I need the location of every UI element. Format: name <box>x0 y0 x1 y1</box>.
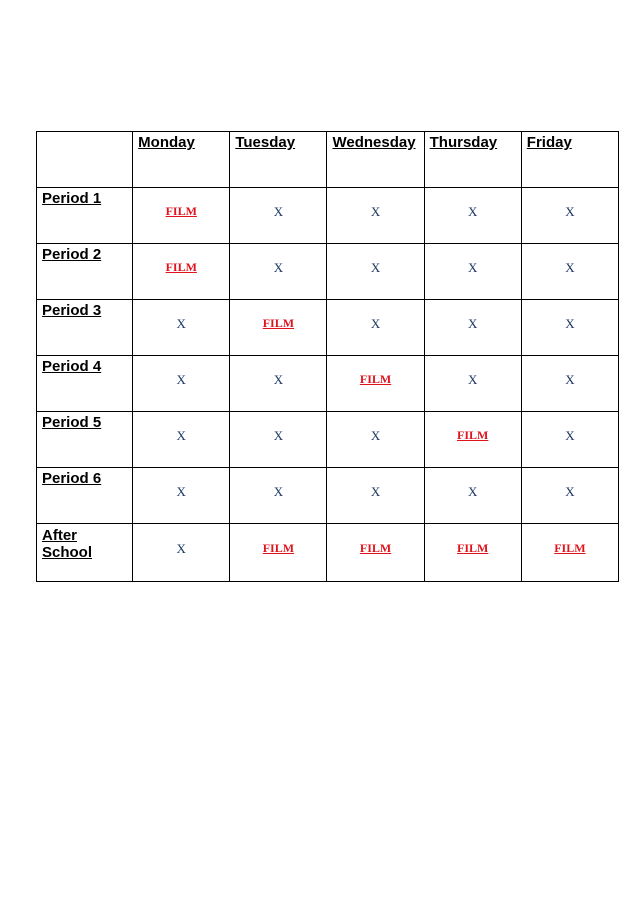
cell-value: X <box>370 316 381 331</box>
cell-value: X <box>565 484 575 499</box>
period-cell <box>37 412 133 468</box>
day-header-monday <box>133 132 230 188</box>
period-label: Period 3 <box>42 302 102 319</box>
table-row <box>37 468 619 524</box>
cell-value: X <box>273 428 284 443</box>
period-cell <box>37 188 133 244</box>
schedule-cell <box>424 356 521 412</box>
cell-value: X <box>370 204 381 219</box>
cell-value: X <box>468 484 478 499</box>
table-row <box>37 356 619 412</box>
schedule-cell <box>521 188 618 244</box>
schedule-cell <box>327 412 424 468</box>
cell-value: X <box>273 260 284 275</box>
period-label: Period 5 <box>42 414 102 431</box>
period-label: Period 2 <box>42 246 102 263</box>
cell-value: X <box>468 372 478 387</box>
period-label-line1: After <box>42 527 78 544</box>
period-cell <box>37 300 133 356</box>
period-label: Period 6 <box>42 470 102 487</box>
day-header-thursday <box>424 132 521 188</box>
day-label: Friday <box>526 134 572 151</box>
schedule-cell <box>133 244 230 300</box>
cell-value: X <box>176 372 186 387</box>
cell-value: FILM <box>457 541 489 555</box>
schedule-cell <box>133 468 230 524</box>
cell-value: X <box>273 484 284 499</box>
day-label: Tuesday <box>235 134 296 151</box>
schedule-cell <box>424 188 521 244</box>
cell-value: FILM <box>262 541 295 555</box>
schedule-cell <box>230 412 327 468</box>
cell-value: X <box>468 260 478 275</box>
cell-value: X <box>565 260 575 275</box>
schedule-cell <box>327 244 424 300</box>
schedule-cell <box>521 524 618 582</box>
schedule-cell <box>133 412 230 468</box>
header-row <box>37 132 619 188</box>
day-label: Wednesday <box>332 134 416 151</box>
schedule-cell <box>230 188 327 244</box>
schedule-cell <box>327 468 424 524</box>
schedule-cell <box>521 244 618 300</box>
period-label-line2: School <box>42 544 93 561</box>
table-row-after-school <box>37 524 619 582</box>
table-row <box>37 412 619 468</box>
period-cell <box>37 244 133 300</box>
table-row <box>37 188 619 244</box>
schedule-cell <box>133 300 230 356</box>
table-row <box>37 244 619 300</box>
day-label: Monday <box>138 134 195 151</box>
schedule-cell <box>424 412 521 468</box>
cell-value: X <box>176 541 186 556</box>
cell-value: FILM <box>262 316 295 330</box>
cell-value: X <box>370 260 381 275</box>
schedule-cell <box>521 300 618 356</box>
cell-value: X <box>273 204 284 219</box>
schedule-cell <box>230 244 327 300</box>
cell-value: X <box>565 428 575 443</box>
cell-value: X <box>370 484 381 499</box>
period-cell <box>37 356 133 412</box>
cell-value: FILM <box>457 428 489 442</box>
schedule-cell <box>133 188 230 244</box>
schedule-cell <box>424 468 521 524</box>
timetable <box>36 131 619 582</box>
day-header-tuesday <box>230 132 327 188</box>
schedule-cell <box>424 524 521 582</box>
schedule-cell <box>521 356 618 412</box>
schedule-cell <box>327 356 424 412</box>
period-label: Period 1 <box>42 190 102 207</box>
cell-value: X <box>468 204 478 219</box>
cell-value: FILM <box>359 541 392 555</box>
period-cell <box>37 524 133 582</box>
schedule-cell <box>424 244 521 300</box>
schedule-cell <box>521 468 618 524</box>
schedule-cell <box>133 524 230 582</box>
cell-value: FILM <box>359 372 392 386</box>
schedule-cell <box>521 412 618 468</box>
schedule-cell <box>327 188 424 244</box>
schedule-cell <box>133 356 230 412</box>
schedule-cell <box>230 524 327 582</box>
corner-cell <box>37 132 133 188</box>
schedule-cell <box>424 300 521 356</box>
day-header-friday <box>521 132 618 188</box>
day-label: Thursday <box>429 134 498 151</box>
day-header-wednesday <box>327 132 424 188</box>
schedule-cell <box>230 356 327 412</box>
cell-value: X <box>176 316 186 331</box>
cell-value: X <box>565 316 575 331</box>
table-row <box>37 300 619 356</box>
cell-value: X <box>176 484 186 499</box>
cell-value: X <box>565 204 575 219</box>
schedule-cell <box>327 300 424 356</box>
cell-value: FILM <box>165 260 197 274</box>
cell-value: FILM <box>554 541 586 555</box>
schedule-cell <box>327 524 424 582</box>
cell-value: X <box>370 428 381 443</box>
cell-value: X <box>176 428 186 443</box>
cell-value: X <box>273 372 284 387</box>
schedule-cell <box>230 300 327 356</box>
schedule-cell <box>230 468 327 524</box>
cell-value: X <box>565 372 575 387</box>
period-label: Period 4 <box>42 358 102 375</box>
cell-value: X <box>468 316 478 331</box>
period-cell <box>37 468 133 524</box>
cell-value: FILM <box>165 204 197 218</box>
